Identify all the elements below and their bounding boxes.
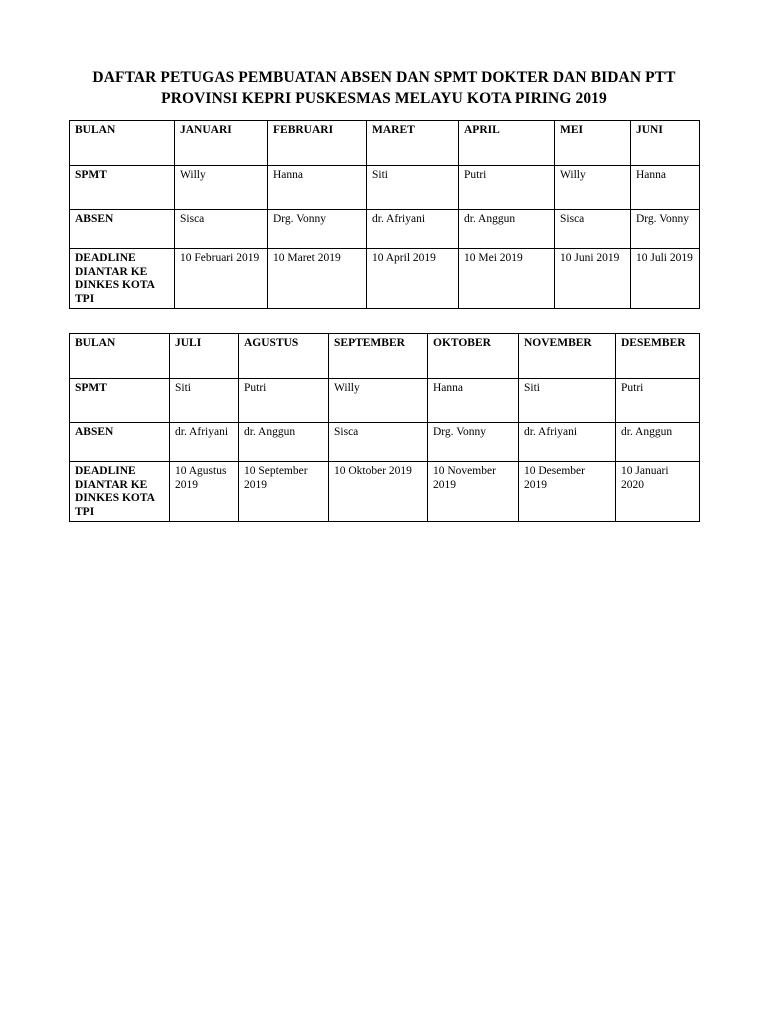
row-label-spmt: SPMT (70, 379, 170, 423)
document-title (0, 67, 768, 109)
deadline-cell: 10 Desember 2019 (519, 462, 616, 522)
absen-cell: Drg. Vonny (631, 210, 700, 249)
spmt-row (70, 166, 700, 210)
absen-cell: dr. Anggun (239, 423, 329, 462)
month-header: APRIL (459, 121, 555, 166)
row-label-deadline: DEADLINE DIANTAR KE DINKES KOTA TPI (70, 249, 175, 309)
spmt-cell: Willy (329, 379, 428, 423)
absen-row (70, 423, 700, 462)
spmt-cell: Siti (367, 166, 459, 210)
deadline-cell: 10 September 2019 (239, 462, 329, 522)
title-line-2: PROVINSI KEPRI PUSKESMAS MELAYU KOTA PIRING 2019 (161, 90, 607, 107)
deadline-cell: 10 November 2019 (428, 462, 519, 522)
deadline-cell: 10 Maret 2019 (268, 249, 367, 309)
month-header: DESEMBER (616, 334, 700, 379)
deadline-cell: 10 Mei 2019 (459, 249, 555, 309)
absen-row (70, 210, 700, 249)
absen-cell: dr. Anggun (459, 210, 555, 249)
spmt-cell: Hanna (631, 166, 700, 210)
month-header: JUNI (631, 121, 700, 166)
spmt-cell: Hanna (268, 166, 367, 210)
absen-cell: dr. Afriyani (170, 423, 239, 462)
month-header-row (70, 121, 700, 166)
month-header: MARET (367, 121, 459, 166)
month-header: JANUARI (175, 121, 268, 166)
row-label-bulan: BULAN (70, 121, 175, 166)
absen-cell: Sisca (329, 423, 428, 462)
deadline-row (70, 462, 700, 522)
absen-cell: dr. Anggun (616, 423, 700, 462)
deadline-cell: 10 Juli 2019 (631, 249, 700, 309)
spmt-cell: Siti (519, 379, 616, 423)
deadline-cell: 10 Oktober 2019 (329, 462, 428, 522)
row-label-spmt: SPMT (70, 166, 175, 210)
spmt-row (70, 379, 700, 423)
spmt-cell: Putri (616, 379, 700, 423)
row-label-deadline: DEADLINE DIANTAR KE DINKES KOTA TPI (70, 462, 170, 522)
spmt-cell: Willy (175, 166, 268, 210)
deadline-cell: 10 April 2019 (367, 249, 459, 309)
spmt-cell: Putri (239, 379, 329, 423)
spmt-cell: Willy (555, 166, 631, 210)
month-header: JULI (170, 334, 239, 379)
month-header: NOVEMBER (519, 334, 616, 379)
month-header: SEPTEMBER (329, 334, 428, 379)
schedule-table-jul-dec (69, 333, 700, 522)
month-header: AGUSTUS (239, 334, 329, 379)
absen-cell: Drg. Vonny (428, 423, 519, 462)
spmt-cell: Siti (170, 379, 239, 423)
absen-cell: Sisca (555, 210, 631, 249)
row-label-absen: ABSEN (70, 423, 170, 462)
deadline-cell: 10 Juni 2019 (555, 249, 631, 309)
schedule-table-jan-jun (69, 120, 700, 309)
row-label-absen: ABSEN (70, 210, 175, 249)
deadline-cell: 10 Februari 2019 (175, 249, 268, 309)
deadline-row (70, 249, 700, 309)
deadline-cell: 10 Januari 2020 (616, 462, 700, 522)
spmt-cell: Hanna (428, 379, 519, 423)
month-header: MEI (555, 121, 631, 166)
deadline-cell: 10 Agustus 2019 (170, 462, 239, 522)
absen-cell: dr. Afriyani (367, 210, 459, 249)
absen-cell: Sisca (175, 210, 268, 249)
row-label-bulan: BULAN (70, 334, 170, 379)
spmt-cell: Putri (459, 166, 555, 210)
title-line-1: DAFTAR PETUGAS PEMBUATAN ABSEN DAN SPMT DOKTER DAN BIDAN PTT (92, 69, 676, 86)
month-header: FEBRUARI (268, 121, 367, 166)
month-header: OKTOBER (428, 334, 519, 379)
absen-cell: Drg. Vonny (268, 210, 367, 249)
absen-cell: dr. Afriyani (519, 423, 616, 462)
month-header-row (70, 334, 700, 379)
